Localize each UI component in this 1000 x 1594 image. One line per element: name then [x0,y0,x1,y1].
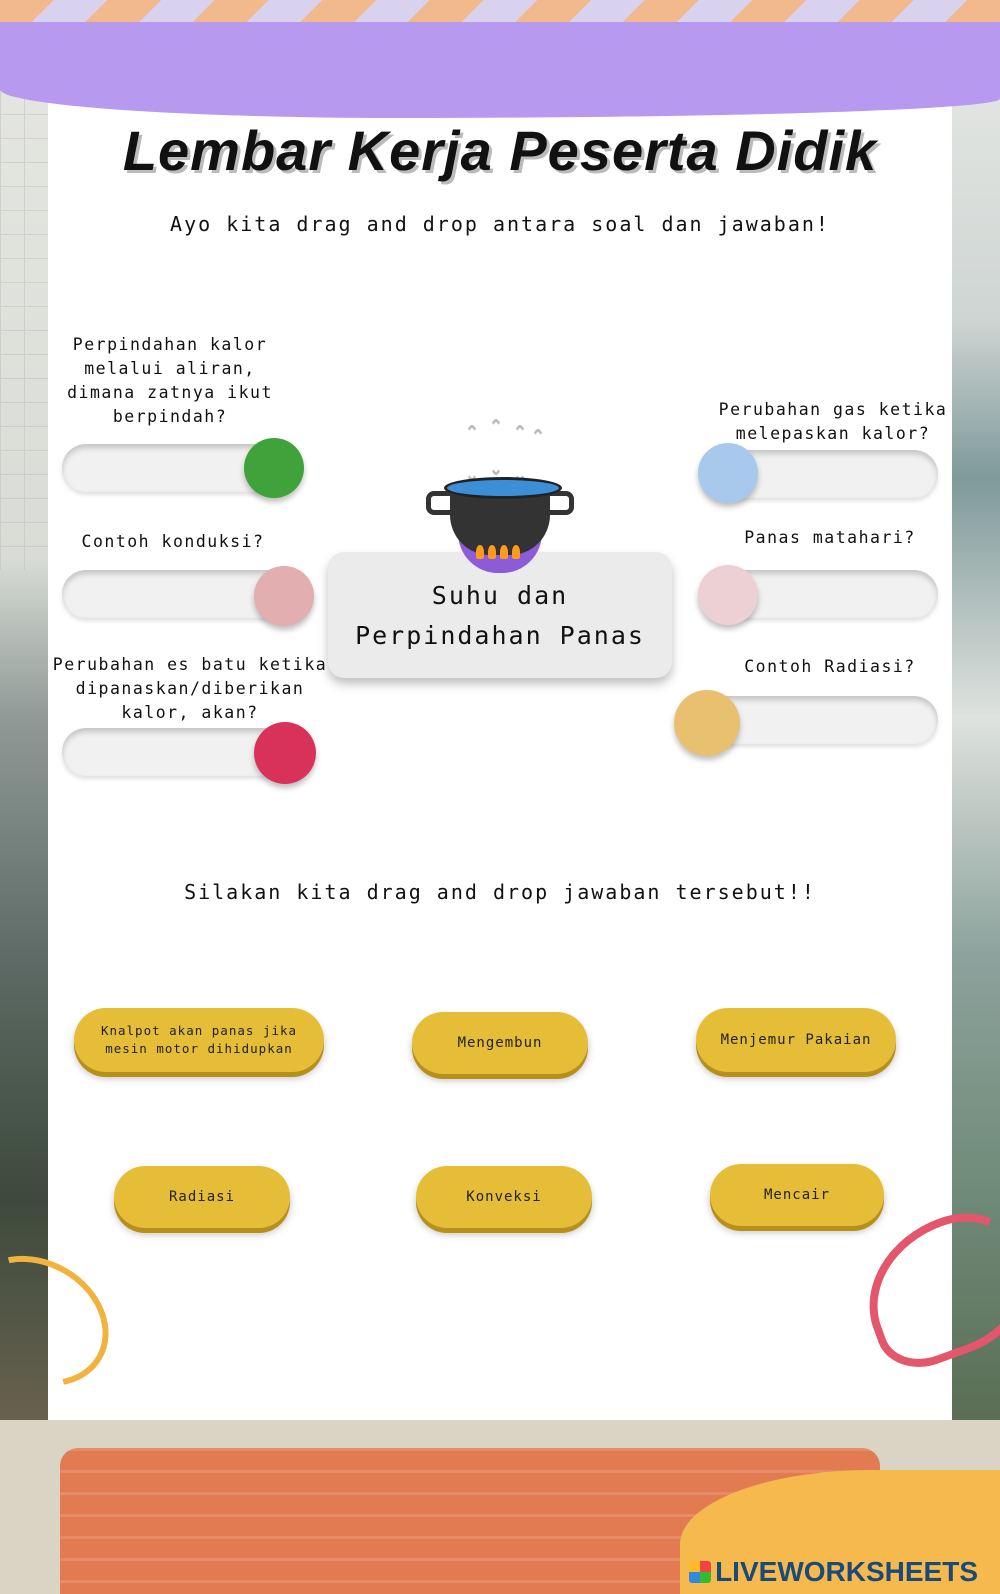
question-5-text: Panas matahari? [744,528,916,547]
liveworksheets-logo-icon [689,1561,711,1583]
question-2-text: Contoh konduksi? [81,532,265,551]
flame-icon [488,545,496,559]
answers-heading: Silakan kita drag and drop jawaban tersebut!! [184,880,816,904]
page-title: Lembar Kerja Peserta Didik [122,119,878,182]
answer-chip-konveksi[interactable]: Konveksi [416,1166,592,1228]
flame-icon [500,545,508,559]
top-purple-band [0,22,1000,118]
question-1-drag-handle[interactable] [244,438,304,498]
question-3-line: Perubahan es batu ketika [52,655,328,674]
flame-icon [476,545,484,559]
question-1-text [60,333,280,429]
steam-icon [530,429,546,485]
question-4-line: Perubahan gas ketika [718,400,948,419]
steam-icon [488,419,504,475]
center-topic-line-2: Perpindahan Panas [355,621,645,650]
flame-icon [512,545,520,559]
answer-chip-line: Knalpot akan panas jika [100,1023,298,1038]
liveworksheets-logo-text: LIVEWORKSHEETS [715,1556,978,1587]
liveworksheets-logo [689,1556,978,1588]
question-6-text: Contoh Radiasi? [744,657,916,676]
question-4-line: melepaskan kalor? [735,424,931,443]
answer-chip-mengembun[interactable]: Mengembun [412,1012,588,1074]
question-1-line: melalui aliran, [84,359,256,378]
center-topic-line-1: Suhu dan [431,581,569,610]
question-3-text [40,653,340,725]
steam-icon [512,425,528,481]
answer-chip-knalpot[interactable] [74,1008,324,1072]
question-3-line: dipanaskan/diberikan [75,679,305,698]
question-1-line: berpindah? [112,407,228,426]
page-subtitle: Ayo kita drag and drop antara soal dan jawaban! [170,212,830,236]
steam-icon [464,425,480,481]
pot-water [444,477,562,499]
answer-chip-mencair[interactable]: Mencair [710,1164,884,1226]
boiling-pot-icon [430,425,570,595]
question-2-drag-handle[interactable] [254,566,314,626]
answer-chip-line: mesin motor dihidupkan [105,1041,293,1056]
answer-chip-menjemur-pakaian[interactable]: Menjemur Pakaian [696,1008,896,1072]
question-6-drag-handle[interactable] [674,690,740,756]
question-1-line: dimana zatnya ikut [67,383,273,402]
question-4-text [718,398,948,446]
question-3-line: kalor, akan? [121,703,259,722]
question-3-drag-handle[interactable] [254,722,316,784]
question-1-line: Perpindahan kalor [72,335,268,354]
question-4-drag-handle[interactable] [698,443,758,503]
answer-chip-radiasi[interactable]: Radiasi [114,1166,290,1228]
question-5-drag-handle[interactable] [698,565,758,625]
